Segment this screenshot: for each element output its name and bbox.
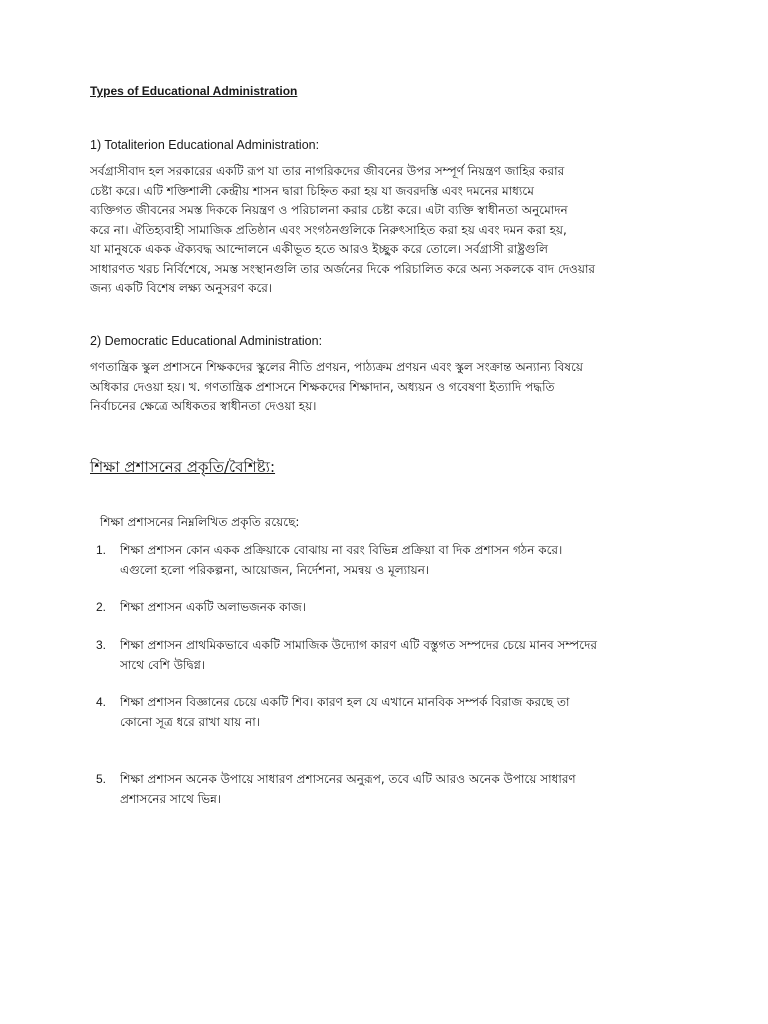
list-line: শিক্ষা প্রশাসন একটি অলাভজনক কাজ। [120,600,307,614]
paragraph-line: করে না। ঐতিহ্যবাহী সামাজিক প্রতিষ্ঠান এবং সংগঠনগুলিকে নিরুৎসাহিত করা হয় এবং দমন করা হয়, [90,222,567,237]
list-number: 4. [96,695,107,709]
paragraph-line: সর্বগ্রাসীবাদ হল সরকারের একটি রূপ যা তার নাগরিকদের জীবনের উপর সম্পূর্ণ নিয়ন্ত্রণ জাহির করার [90,164,565,178]
list-line: এগুলো হলো পরিকল্পনা, আয়োজন, নির্দেশনা, সমন্বয় ও মূল্যায়ন। [120,563,430,577]
list-number: 5. [96,772,107,786]
paragraph-line: চেষ্টা করে। এটি শক্তিশালী কেন্দ্রীয় শাসন দ্বারা চিহ্নিত করা হয় যা জবরদস্তি এবং দমনের মাধ্যমে [90,183,534,198]
paragraph-line: সাধারণত খরচ নির্বিশেষে, সমস্ত সংস্থানগুলি তার অর্জনের দিকে পরিচালিত করে অন্য সকলকে বাদ দেওয়ার [90,261,596,276]
section-2-heading: 2) Democratic Educational Administration: [90,334,323,348]
list-line: প্রশাসনের সাথে ভিন্ন। [120,792,222,806]
list-item [96,769,686,809]
nature-heading: শিক্ষা প্রশাসনের প্রকৃতি/বৈশিষ্ট্য: [90,458,276,476]
list-line: শিক্ষা প্রশাসন বিজ্ঞানের চেয়ে একটি শিব। কারণ হল যে এখানে মানবিক সম্পর্ক বিরাজ করছে তা [120,695,570,709]
section-1-heading: 1) Totaliterion Educational Administration: [90,138,320,152]
list-number: 2. [96,600,107,614]
section-1-paragraph [90,162,680,299]
list-item [96,692,686,732]
list-line: শিক্ষা প্রশাসন অনেক উপায়ে সাধারণ প্রশাসনের অনুরূপ, তবে এটি আরও অনেক উপায়ে সাধারণ [120,772,576,786]
list-line: শিক্ষা প্রশাসন প্রাথমিকভাবে একটি সামাজিক উদ্যোগ কারণ এটি বস্তুগত সম্পদের চেয়ে মানব সম্পদের [120,638,598,652]
list-number: 3. [96,638,107,652]
list-item [96,540,686,580]
list-line: শিক্ষা প্রশাসন কোন একক প্রক্রিয়াকে বোঝায় না বরং বিভিন্ন প্রক্রিয়া বা দিক প্রশাসন গঠন করে। [120,543,563,557]
list-item [96,597,686,617]
paragraph-line: অধিকার দেওয়া হয়। খ. গণতান্ত্রিক প্রশাসনে শিক্ষকদের শিক্ষাদান, অধ্যয়ন ও গবেষণা ইত্যাদি পদ্ধতি [90,379,555,394]
paragraph-line: যা মানুষকে একক ঐক্যবদ্ধ আন্দোলনে একীভূত হতে আরও ইচ্ছুক করে তোলে। সর্বগ্রাসী রাষ্ট্রগুলি [90,242,548,256]
section-2-paragraph [90,358,680,417]
list-line: কোনো সূত্র ধরে রাখা যায় না। [120,715,261,729]
nature-intro: শিক্ষা প্রশাসনের নিম্নলিখিত প্রকৃতি রয়েছে: [100,515,300,529]
paragraph-line: গণতান্ত্রিক স্কুল প্রশাসনে শিক্ষকদের স্কুলের নীতি প্রণয়ন, পাঠ্যক্রম প্রণয়ন এবং স্কুল সংক্রান্ত অন্যান্য বিষয়ে [90,360,583,374]
list-number: 1. [96,543,107,557]
paragraph-line: ব্যক্তিগত জীবনের সমস্ত দিককে নিয়ন্ত্রণ ও পরিচালনা করার চেষ্টা করে। এটা ব্যক্তি স্বাধীনতা অনুমোদন [90,203,568,217]
paragraph-line: নির্বাচনের ক্ষেত্রে অধিকতর স্বাধীনতা দেওয়া হয়। [90,399,317,413]
document-title: Types of Educational Administration [90,84,298,98]
list-item [96,635,686,675]
list-line: সাথে বেশি উদ্বিগ্ন। [120,658,206,672]
paragraph-line: জন্য একটি বিশেষ লক্ষ্য অনুসরণ করে। [90,281,273,295]
